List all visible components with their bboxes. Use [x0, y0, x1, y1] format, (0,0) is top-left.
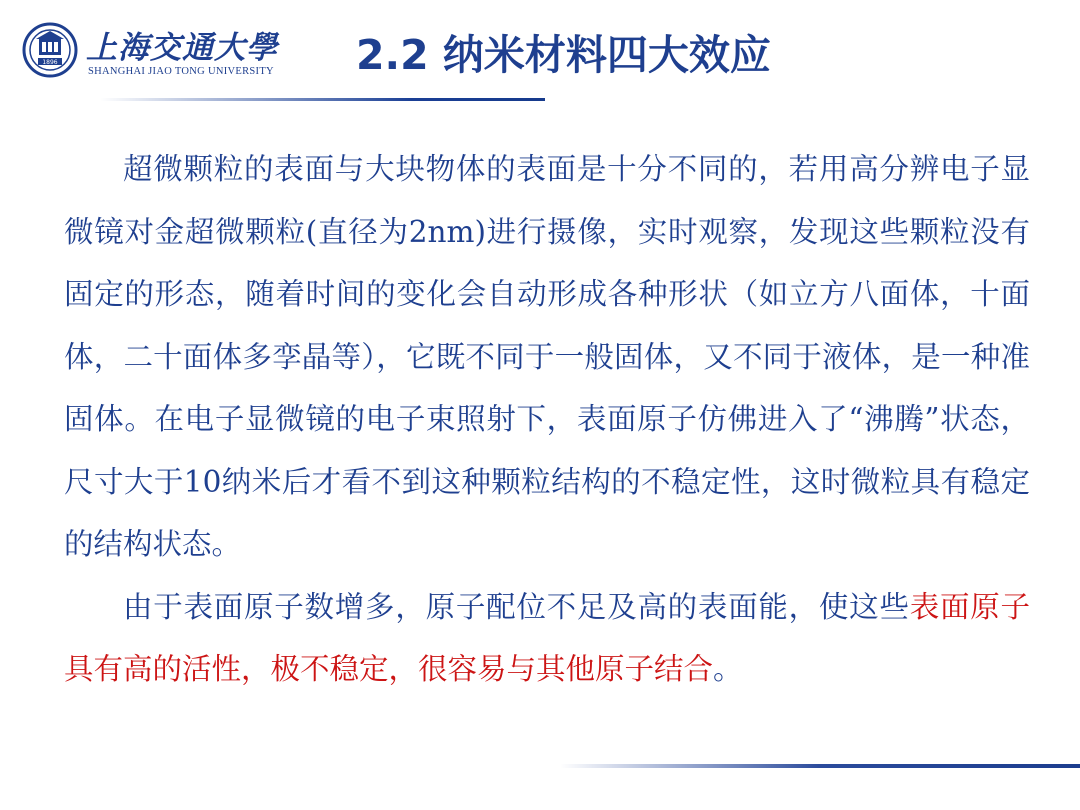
slide-body [64, 138, 1030, 701]
paragraph-2-start: 由于表面原子数增多，原子配位不足及高的表面能，使这些 [123, 589, 910, 624]
slide-title: 2.2 纳米材料四大效应 [356, 31, 771, 79]
svg-text:1896: 1896 [42, 59, 58, 66]
bottom-divider [560, 764, 1080, 768]
paragraph-2 [64, 576, 1030, 701]
university-logo [22, 20, 278, 82]
university-name-en: SHANGHAI JIAO TONG UNIVERSITY [88, 66, 274, 77]
university-seal-icon [22, 22, 78, 78]
paragraph-2-highlight: 表面原子具有高的活性，极不稳定，很容易与其他原子结合 [64, 589, 1030, 686]
paragraph-2-end: 。 [713, 652, 743, 686]
paragraph-1: 超微颗粒的表面与大块物体的表面是十分不同的，若用高分辨电子显微镜对金超微颗粒(直径为2nm)进行摄像，实时观察，发现这些颗粒没有固定的形态，随着时间的变化会自动形成各种形状（如立方八面体，十面体，二十面体多孪晶等），它既不同于一般固体，又不同于液体，是一种准固体。在电子显微镜的电子束照射下，表面原子仿佛进入了“沸腾”状态，尺寸大于10纳米后才看不到这种颗粒结构的不稳定性，这时微粒具有稳定的结构状态。 [64, 152, 1030, 561]
title-underline [100, 98, 545, 101]
university-name-cn: 上海交通大學 [86, 30, 278, 66]
